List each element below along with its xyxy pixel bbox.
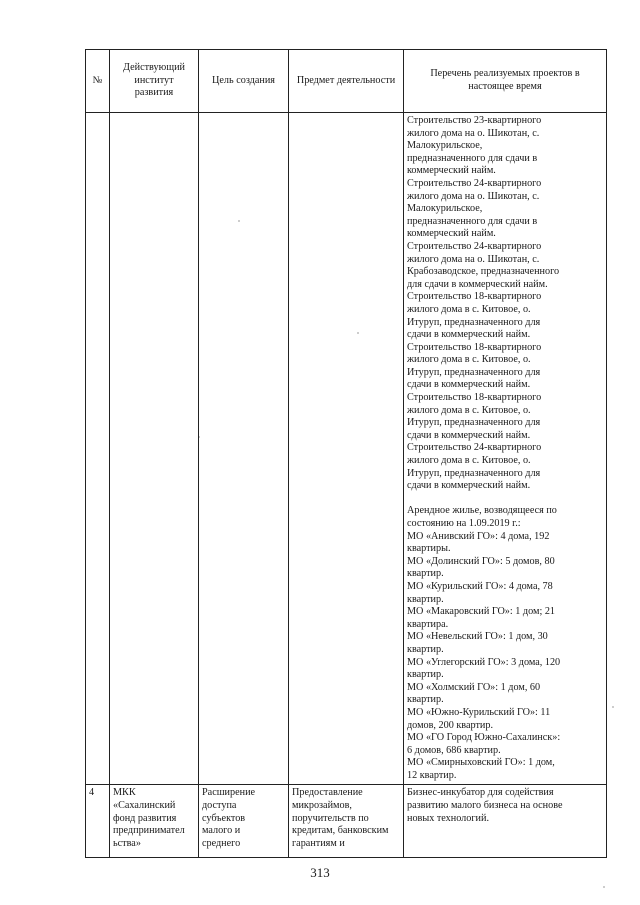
cell-projects: Строительство 23-квартирного жилого дома на о. Шикотан, с. Малокурильское, предназначенного для сдачи в коммерческий найм. Строительство 24-квартирного жилого дома на о. Шикотан, с. Малокурильское, предназначенного для сдачи в коммерческий найм. Строительство 24-квартирного жилого дома на о. Шикотан, с. Крабозаводское, предназначенного для сдачи в коммерческий найм. Строительство 18-квартирного жилого дома в с. Китовое, о. Итуруп, предназначенного для сдачи в коммерческий найм. Строительство 18-квартирного жилого дома в с. Китовое, о. Итуруп, предназначенного для сдачи в коммерческий найм. Строительство 18-квартирного жилого дома в с. Китовое, о. Итуруп, предназначенного для сдачи в коммерческий найм. Строительство 24-квартирного жилого дома в с. Китовое, о. Итуруп, предназначенного для сдачи в коммерческий найм. Арендное жилье, возводящееся по состоянию на 1.09.2019 г.: МО «Анивский ГО»: 4 дома, 192 квартиры. МО «Долинский ГО»: 5 домов, 80 квартир. МО «Курильский ГО»: 4 дома, 78 квартир. МО «Макаровский ГО»: 1 дом; 21 квартира. МО «Невельский ГО»: 1 дом, 30 квартир. МО «Углегорский ГО»: 3 дома, 120 квартир. МО «Холмский ГО»: 1 дом, 60 квартир. МО «Южно-Курильский ГО»: 11 домов, 200 квартир. МО «ГО Город Южно-Сахалинск»: 6 домов, 686 квартир. МО «Смирныховский ГО»: 1 дом, 12 квартир.	[404, 113, 607, 785]
cell-number	[86, 113, 110, 785]
table-header-row	[86, 50, 607, 113]
scan-speck	[612, 706, 614, 708]
cell-goal	[199, 113, 289, 785]
cell-subject: Предоставление микрозаймов, поручительств по кредитам, банковским гарантиям и	[289, 785, 404, 858]
header-number: №	[86, 50, 110, 113]
cell-subject	[289, 113, 404, 785]
projects-table	[85, 49, 607, 858]
cell-institute	[110, 113, 199, 785]
cell-goal: Расширение доступа субъектов малого и среднего	[199, 785, 289, 858]
cell-number: 4	[86, 785, 110, 858]
table-row	[86, 785, 607, 858]
cell-institute: МКК «Сахалинский фонд развития предпринимател ьства»	[110, 785, 199, 858]
page-number: 313	[310, 865, 330, 880]
cell-projects: Бизнес-инкубатор для содействия развитию малого бизнеса на основе новых технологий.	[404, 785, 607, 858]
header-subject: Предмет деятельности	[289, 50, 404, 113]
header-projects: Перечень реализуемых проектов в настоящее время	[404, 50, 607, 113]
table-row	[86, 113, 607, 785]
header-goal: Цель создания	[199, 50, 289, 113]
scan-speck	[603, 886, 605, 888]
header-institute: Действующий институт развития	[110, 50, 199, 113]
